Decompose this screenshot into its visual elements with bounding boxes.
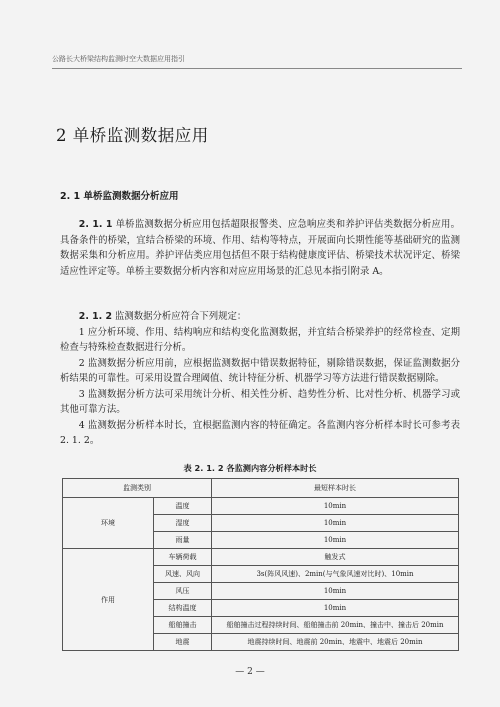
group-env: 环境 [63, 498, 154, 549]
list-item: 4 监测数据分析样本时长，宜根据监测内容的特征确定。各监测内容分析样本时长可参考表 2. 1. 2。 [60, 419, 460, 446]
table-row: 地震 地震持续时间、地震前 20min、地震中、地震后 20min [63, 634, 459, 651]
clause-intro-text: 监测数据分析应符合下列规定： [112, 311, 247, 322]
table-row: 环境 温度 10min [63, 498, 459, 515]
group-action: 作用 [63, 549, 154, 651]
paragraph-2-1-2 [60, 309, 460, 449]
running-header: 公路长大桥梁结构监测时空大数据应用指引 [52, 55, 185, 63]
table-header-row [63, 479, 459, 498]
table-row: 雨量 10min [63, 532, 459, 549]
paragraph-2-1-1 [60, 217, 460, 279]
list-item: 2 监测数据分析应用前，应根据监测数据中错误数据特征，剔除错误数据，保证监测数据分析结果的可靠性。可采用设置合理阈值、统计特征分析、机器学习等方法进行错误数据剔除。 [60, 357, 460, 384]
paragraph-text: 单桥监测数据分析应用包括超限报警类、应急响应类和养护评估类数据分析应用。具备条件的桥梁，宜结合桥梁的环境、作用、结构等特点，开展面向长期性能等基础研究的监测数据采集和分析应用。养护评估类应用包括但不限于结构健康度评估、桥梁技术状况评定、桥梁适应性评定等。单桥主要数据分析内容和对应应用场景的汇总见本指引附录 A。 [60, 219, 460, 277]
clause-number: 2. 1. 2 [78, 311, 113, 322]
clause-number: 2. 1. 1 [78, 219, 113, 230]
table-row: 结构温度 10min [63, 600, 459, 617]
list-item: 1 应分析环境、作用、结构响应和结构变化监测数据，并宜结合桥梁养护的经常检查、定期检查与特殊检查数据进行分析。 [60, 326, 460, 353]
list-item: 3 监测数据分析方法可采用统计分析、相关性分析、趋势性分析、比对性分析、机器学习或其他可靠方法。 [60, 388, 460, 415]
sample-duration-table [62, 478, 459, 651]
section-title: 2. 1 单桥监测数据分析应用 [60, 191, 179, 202]
header-duration: 最短样本时长 [212, 479, 459, 498]
table-row: 风速、风向 3s(阵风风速)、2min(与气象风速对比时)、10min [63, 566, 459, 583]
table-row: 湿度 10min [63, 515, 459, 532]
table-row: 船舶撞击 船舶撞击过程持续时间、船舶撞击前 20min、撞击中、撞击后 20min [63, 617, 459, 634]
page-number: — 2 — [235, 667, 265, 677]
chapter-title: 2 单桥监测数据应用 [56, 126, 209, 145]
table-row: 作用 车辆荷载 触发式 [63, 549, 459, 566]
clause-intro [60, 309, 460, 325]
header-rule [52, 68, 462, 69]
table-row: 风压 10min [63, 583, 459, 600]
header-category: 监测类别 [63, 479, 212, 498]
table-caption: 表 2. 1. 2 各监测内容分析样本时长 [183, 463, 317, 473]
